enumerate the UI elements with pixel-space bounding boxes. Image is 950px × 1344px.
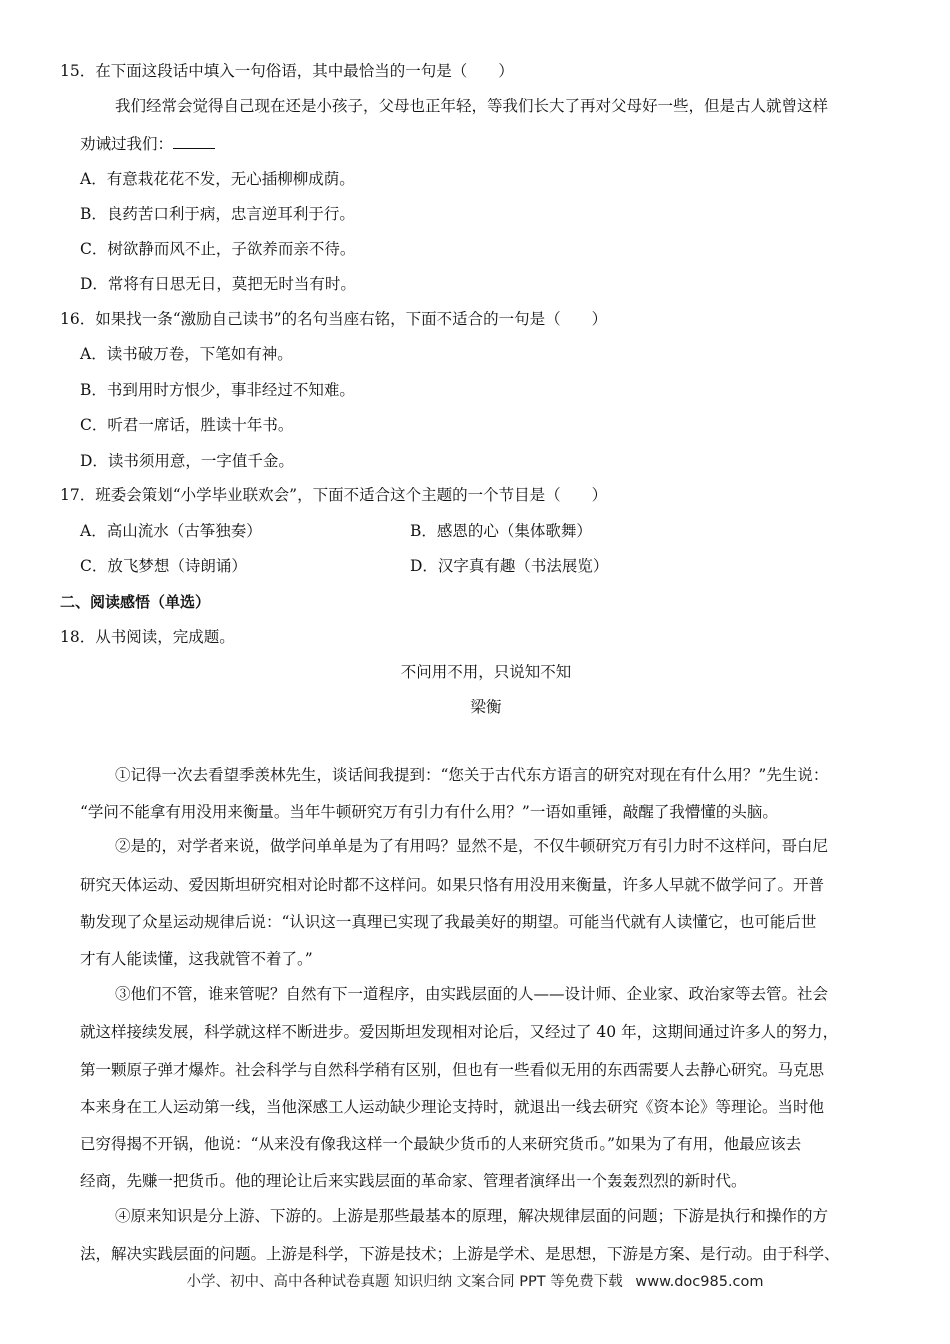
article-line: ③他们不管，谁来管呢？自然有下一道程序，由实践层面的人——设计师、企业家、政治家等去管。社会 [115,985,829,1003]
article-author: 梁衡 [470,698,502,716]
q18-stem: 18．从书阅读，完成题。 [60,628,235,646]
q17-option-d: D．汉字真有趣（书法展览） [410,557,609,575]
q15-option-d: D．常将有日思无日，莫把无时当有时。 [80,275,356,293]
q17-stem: 17．班委会策划“小学毕业联欢会”，下面不适合这个主题的一个节目是（ ） [60,486,608,504]
article-line: “学问不能拿有用没用来衡量。当年牛顿研究万有引力有什么用？”一语如重锤，敲醒了我懵懂的头脑。 [80,803,778,821]
article-line: ②是的，对学者来说，做学问单单是为了有用吗？显然不是，不仅牛顿研究万有引力时不这样问，哥白尼 [115,837,829,855]
page-footer [0,1270,950,1291]
article-line: 法，解决实践层面的问题。上游是科学，下游是技术；上游是学术、是思想，下游是方案、是行动。由于科学、 [80,1245,840,1263]
footer-text: 小学、初中、高中各种试卷真题 知识归纳 文案合同 PPT 等免费下载 [186,1274,623,1290]
q17-option-a: A．高山流水（古筝独奏） [80,522,262,540]
q16-option-d: D．读书须用意，一字值千金。 [80,452,294,470]
article-line: 本来身在工人运动第一线，当他深感工人运动缺少理论支持时，就退出一线去研究《资本论》等理论。当时他 [80,1098,825,1116]
q16-option-a: A．读书破万卷，下笔如有神。 [80,345,293,363]
q15-stem: 15．在下面这段话中填入一句俗语，其中最恰当的一句是（ ） [60,62,514,80]
q15-option-b: B．良药苦口利于病，忠言逆耳利于行。 [80,205,355,223]
article-line: 已穷得揭不开锅，他说：“从来没有像我这样一个最缺少货币的人来研究货币。”如果为了有用，他最应该去 [80,1135,802,1153]
footer-link[interactable]: www.doc985.com [635,1274,764,1290]
article-line: 才有人能读懂，这我就管不着了。” [80,950,313,968]
section-heading: 二、阅读感悟（单选） [60,593,211,611]
article-line: ①记得一次去看望季羡林先生，谈话间我提到：“您关于古代东方语言的研究对现在有什么用？”先生说： [115,766,829,784]
article-line: 经商，先赚一把货币。他的理论让后来实践层面的革命家、管理者演绎出一个轰轰烈烈的新时代。 [80,1172,747,1190]
article-line: 就这样接续发展，科学就这样不断进步。爱因斯坦发现相对论后，又经过了 40 年，这期间通过许多人的努力， [80,1023,839,1041]
q16-stem: 16．如果找一条“激励自己读书”的名句当座右铭，下面不适合的一句是（ ） [60,310,608,328]
q15-option-a: A．有意栽花花不发，无心插柳柳成荫。 [80,170,355,188]
article-line: 研究天体运动、爱因斯坦研究相对论时都不这样问。如果只恪有用没用来衡量，许多人早就不做学问了。开普 [80,876,825,894]
article-title: 不问用不用，只说知不知 [400,663,572,681]
q15-passage-line2: 劝诫过我们： [80,134,215,154]
article-line: ④原来知识是分上游、下游的。上游是那些最基本的原理，解决规律层面的问题；下游是执行和操作的方 [115,1207,829,1225]
article-line: 第一颗原子弹才爆炸。社会科学与自然科学稍有区别，但也有一些看似无用的东西需要人去静心研究。马克思 [80,1061,825,1079]
q15-option-c: C．树欲静而风不止，子欲养而亲不待。 [80,240,356,258]
q17-option-c: C．放飞梦想（诗朗诵） [80,557,247,575]
q17-option-b: B．感恩的心（集体歌舞） [410,522,592,540]
answer-blank [173,134,215,149]
q16-option-b: B．书到用时方恨少，事非经过不知难。 [80,381,355,399]
q16-option-c: C．听君一席话，胜读十年书。 [80,416,294,434]
q15-passage-line1: 我们经常会觉得自己现在还是小孩子，父母也正年轻，等我们长大了再对父母好一些，但是古人就曾这样 [115,97,829,115]
article-line: 勒发现了众星运动规律后说：“认识这一真理已实现了我最美好的期望。可能当代就有人读懂它，也可能后世 [80,913,817,931]
